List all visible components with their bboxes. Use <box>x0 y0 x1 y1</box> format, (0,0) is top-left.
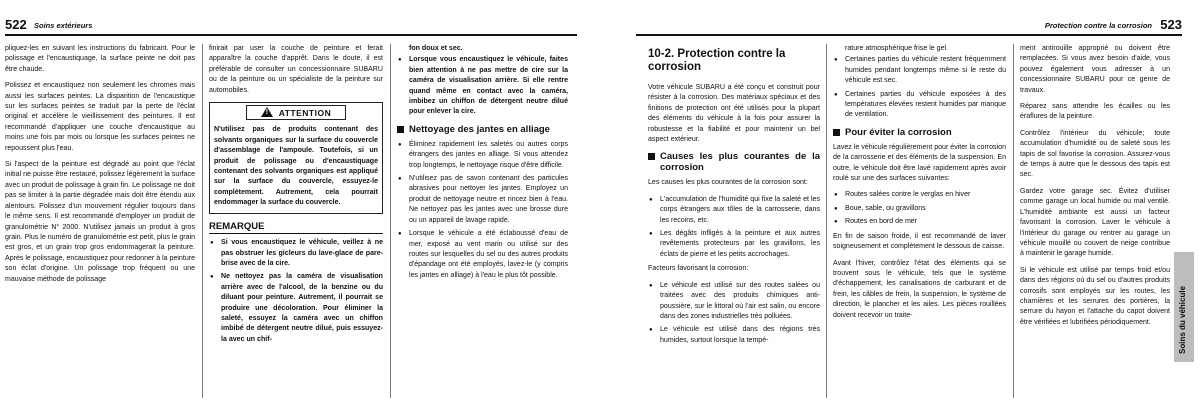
attention-header <box>210 103 382 122</box>
square-bullet-icon <box>648 153 655 160</box>
list-item: ● Le véhicule est utilisé dans des régions très humides, surtout lorsque la tempé- <box>648 325 820 346</box>
column-divider <box>1013 44 1014 398</box>
attention-title: ATTENTION <box>278 108 332 119</box>
remarque-title: REMARQUE <box>209 222 383 234</box>
list-item: ● Routes salées contre le verglas en hiver <box>833 190 1006 200</box>
paragraph: Facteurs favorisant la corrosion: <box>648 265 749 273</box>
factors-list <box>648 281 820 346</box>
remarque-list <box>209 238 383 345</box>
causes-list <box>648 195 820 260</box>
paragraph: Si l'aspect de la peinture est dégradé au point que l'éclat initial ne puisse être restauré, polissez légèrement la surface avec un produit de polissage à grain fin. Le polissage ne doit pas se limiter à la partie dégradée mais doit être étendu aux alentours. Polissez d'un mouvement régulier toujours dans le même sens. Il est recommandé d'employer un produit de granulométrie N° 2000. N'utilisez jamais un produit à gros grain. Plus le numéro de granulométrie est petit, plus le grain est gros, et un grain trop gros endommagerait la peinture. Après le polissage, encaustiquez pour redonner à la peinture son éclat d'origine. Un polissage trop fréquent ou une mauvaise méthode de polissage <box>5 161 195 283</box>
list-item: ● Éliminez rapidement les saletés ou autres corps étrangers des jantes en alliage. Si vous attendez trop longtemps, le nettoyage risque d'être difficile. <box>397 140 568 171</box>
left-col-3 <box>397 44 568 398</box>
paragraph: Votre véhicule SUBARU a été conçu et construit pour résister à la corrosion. Des matériaux spéciaux et des finitions de protection ont été utilisés pour la plupart des éléments du véhicule à la fois pour assurer la robustesse et la fiabilité et pour maintenir un bel aspect extérieur. <box>648 84 820 144</box>
right-header <box>636 17 1182 36</box>
paragraph: Gardez votre garage sec. Évitez d'utiliser comme garage un local humide ou mal ventilé. L'humidité ambiante est aussi un facteur favorisant la corrosion. Laver le véhicule à l'intérieur du garage ou rentrer au garage un véhicule mouillé ou couvert de neige contribue à maintenir le garage humide. <box>1020 187 1170 258</box>
paragraph: pliquez-les en suivant les instructions du fabricant. Pour le polissage et l'encaustiquage, la surface peinte ne doit pas être chaude. <box>5 45 195 73</box>
right-page <box>606 0 1200 402</box>
attention-box <box>209 102 383 214</box>
left-header <box>5 17 577 36</box>
list-item: ● Le véhicule est utilisé sur des routes salées ou traitées avec des produits chimiques anti-poussière, sur le littoral où l'air est salin, ou encore dans des zones industrielles très polluées. <box>648 281 820 323</box>
remarque-list-continued <box>397 55 568 117</box>
section-title-text: Pour éviter la corrosion <box>845 126 952 138</box>
jantes-list <box>397 140 568 281</box>
paragraph: Les causes les plus courantes de la corrosion sont: <box>648 179 808 187</box>
section-title-text: Causes les plus courantes de la corrosion <box>660 151 820 174</box>
left-page <box>0 0 594 402</box>
column-divider <box>202 44 203 398</box>
paragraph: Avant l'hiver, contrôlez l'état des éléments qui se trouvent sous le véhicule, tels que le système d'échappement, les canalisations de carburant et de frein, les câbles de frein, la suspension, le système de direction, le plancher et les ailes. Les pièces rouillées doivent recevoir un traite- <box>833 259 1006 319</box>
section-title-eviter <box>833 127 1006 138</box>
paragraph: Si le véhicule est utilisé par temps froid et/ou dans des régions où du sel ou d'autres produits corrosifs sont employés sur les routes, les charnières et les serrures des portières, la serrure du hayon et l'attache du capot doivent être vérifiées et lubrifiées périodiquement. <box>1020 266 1170 326</box>
square-bullet-icon <box>397 126 404 133</box>
page-number-left: 522 <box>5 17 27 32</box>
section-title-jantes <box>397 124 568 135</box>
attention-title-frame <box>246 105 347 120</box>
column-divider <box>390 44 391 398</box>
attention-text: N'utilisez pas de produits contenant des solvants organiques sur la surface du couvercle d'assemblage de l'ampoule. Toutefois, si un produit de polissage ou d'encaustiquage contenant des solvants organiques est appliqué sur la surface du couvercle, essuyez-le complètement. Autrement, cela pourrait endommager la surface du couvercle. <box>214 126 378 207</box>
left-col-2 <box>209 44 383 398</box>
list-item: ● N'utilisez pas de savon contenant des particules abrasives pour nettoyer les jantes. Employez un produit de nettoyage neutre et rincez bien à l'eau. Ne nettoyez pas les jantes avec une brosse dure ou un appareil de lavage rapide. <box>397 174 568 226</box>
list-item: ● Ne nettoyez pas la caméra de visualisation arrière avec de l'alcool, de la benzine ou du diluant pour peinture. Autrement, il pourrait se produire une décoloration. Pour éliminer la saleté, essuyez la caméra avec un chiffon imbibé de détergent neutre dilué, puis essuyez-la avec un chif- <box>209 272 383 345</box>
paragraph: Lavez le véhicule régulièrement pour éviter la corrosion de la carrosserie et des éléments de la suspension. En outre, le véhicule doit être lavé rapidement après avoir roulé sur une des surfaces suivantes: <box>833 143 1006 183</box>
paragraph: Réparez sans attendre les écailles ou les éraflures de la peinture. <box>1020 103 1170 121</box>
paragraph: finirait par user la couche de peinture et ferait apparaître la couche d'apprêt. Dans le doute, il est préférable de consulter un concessionnaire SUBARU ou de la peinture ou un spécialiste de la peinture sur automobiles. <box>209 45 383 94</box>
list-item: ● Si vous encaustiquez le véhicule, veillez à ne pas obstruer les gicleurs du lave-glace de pare-brise avec de la cire. <box>209 238 383 269</box>
list-item: ● Certaines parties du véhicule exposées à des températures élevées restent humides par manque de ventilation. <box>833 90 1006 121</box>
chapter-thumb-tab-label: Soins du véhicule <box>1178 285 1187 354</box>
paragraph: ment antirouille approprié ou doivent être remplacées. Si vous avez besoin d'aide, vous pouvez également vous adresser à un concessionnaire SUBARU pour ce genre de travaux. <box>1020 45 1170 94</box>
warning-triangle-icon: ! <box>261 107 273 117</box>
left-col-1 <box>5 44 195 398</box>
list-item: ● Les dégâts infligés à la peinture et aux autres revêtements protecteurs par les gravillons, les éclats de pierre et les petits accrochages. <box>648 229 820 260</box>
paragraph: rature atmosphérique frise le gel. <box>845 45 949 52</box>
section-title-text: Nettoyage des jantes en alliage <box>409 123 550 135</box>
running-head-left: Soins extérieurs <box>34 21 93 30</box>
list-item: ● Lorsque le véhicule a été éclaboussé d'eau de mer, exposé au vent marin ou utilisé sur des routes sur lesquelles du sel ou des autres produits d'épandage ont été employés, lavez-le (y compris les jantes en alliage) à l'eau le plus tôt possible. <box>397 229 568 281</box>
paragraph: En fin de saison froide, il est recommandé de laver soigneusement et complètement le dessous de caisse. <box>833 232 1006 251</box>
chapter-title: 10-2. Protection contre la corrosion <box>648 48 786 73</box>
right-col-2 <box>833 44 1006 398</box>
column-divider <box>826 44 827 398</box>
paragraph: Contrôlez l'intérieur du véhicule; toute accumulation d'humidité ou de saleté sous les tapis de sol favorise la corrosion. Assurez-vous de temps à autre que le dessous des tapis est sec. <box>1020 129 1170 179</box>
list-item: ● Boue, sable, ou gravillons <box>833 204 1006 214</box>
page-number-right: 523 <box>1160 17 1182 32</box>
chapter-thumb-tab <box>1174 252 1194 362</box>
list-item: ● Routes en bord de mer <box>833 217 1006 227</box>
list-item: ● L'accumulation de l'humidité qui fixe la saleté et les corps étrangers aux tôles de la carrosserie, dans les recoins, etc. <box>648 195 820 226</box>
paragraph: fon doux et sec. <box>409 45 463 52</box>
factors-list-continued <box>833 55 1006 120</box>
list-item: ● Lorsque vous encaustiquez le véhicule, faites bien attention à ne pas mettre de cire sur la caméra de visualisation arrière. Si elle rentre quand même en contact avec la caméra, imbibez un chiffon de détergent neutre dilué pour enlever la cire. <box>397 55 568 117</box>
right-col-3 <box>1020 44 1170 398</box>
list-item: ● Certaines parties du véhicule restent fréquemment humides pendant longtemps même si le reste du véhicule est sec. <box>833 55 1006 86</box>
surfaces-list <box>833 190 1006 227</box>
running-head-right: Protection contre la corrosion <box>1044 21 1152 30</box>
paragraph: Polissez et encaustiquez non seulement les chromes mais aussi les surfaces peintes. La disparition de l'encaustique sur les surfaces peintes se traduit par la perte de l'éclat original et accélère le vieillissement des peintures. Il est recommandé d'appliquer une couche d'encaustique au moins une fois par mois ou lorsque les surfaces peintes ne repoussent plus l'eau. <box>5 82 195 152</box>
right-col-1 <box>648 44 820 398</box>
section-title-causes <box>648 151 820 173</box>
square-bullet-icon <box>833 129 840 136</box>
